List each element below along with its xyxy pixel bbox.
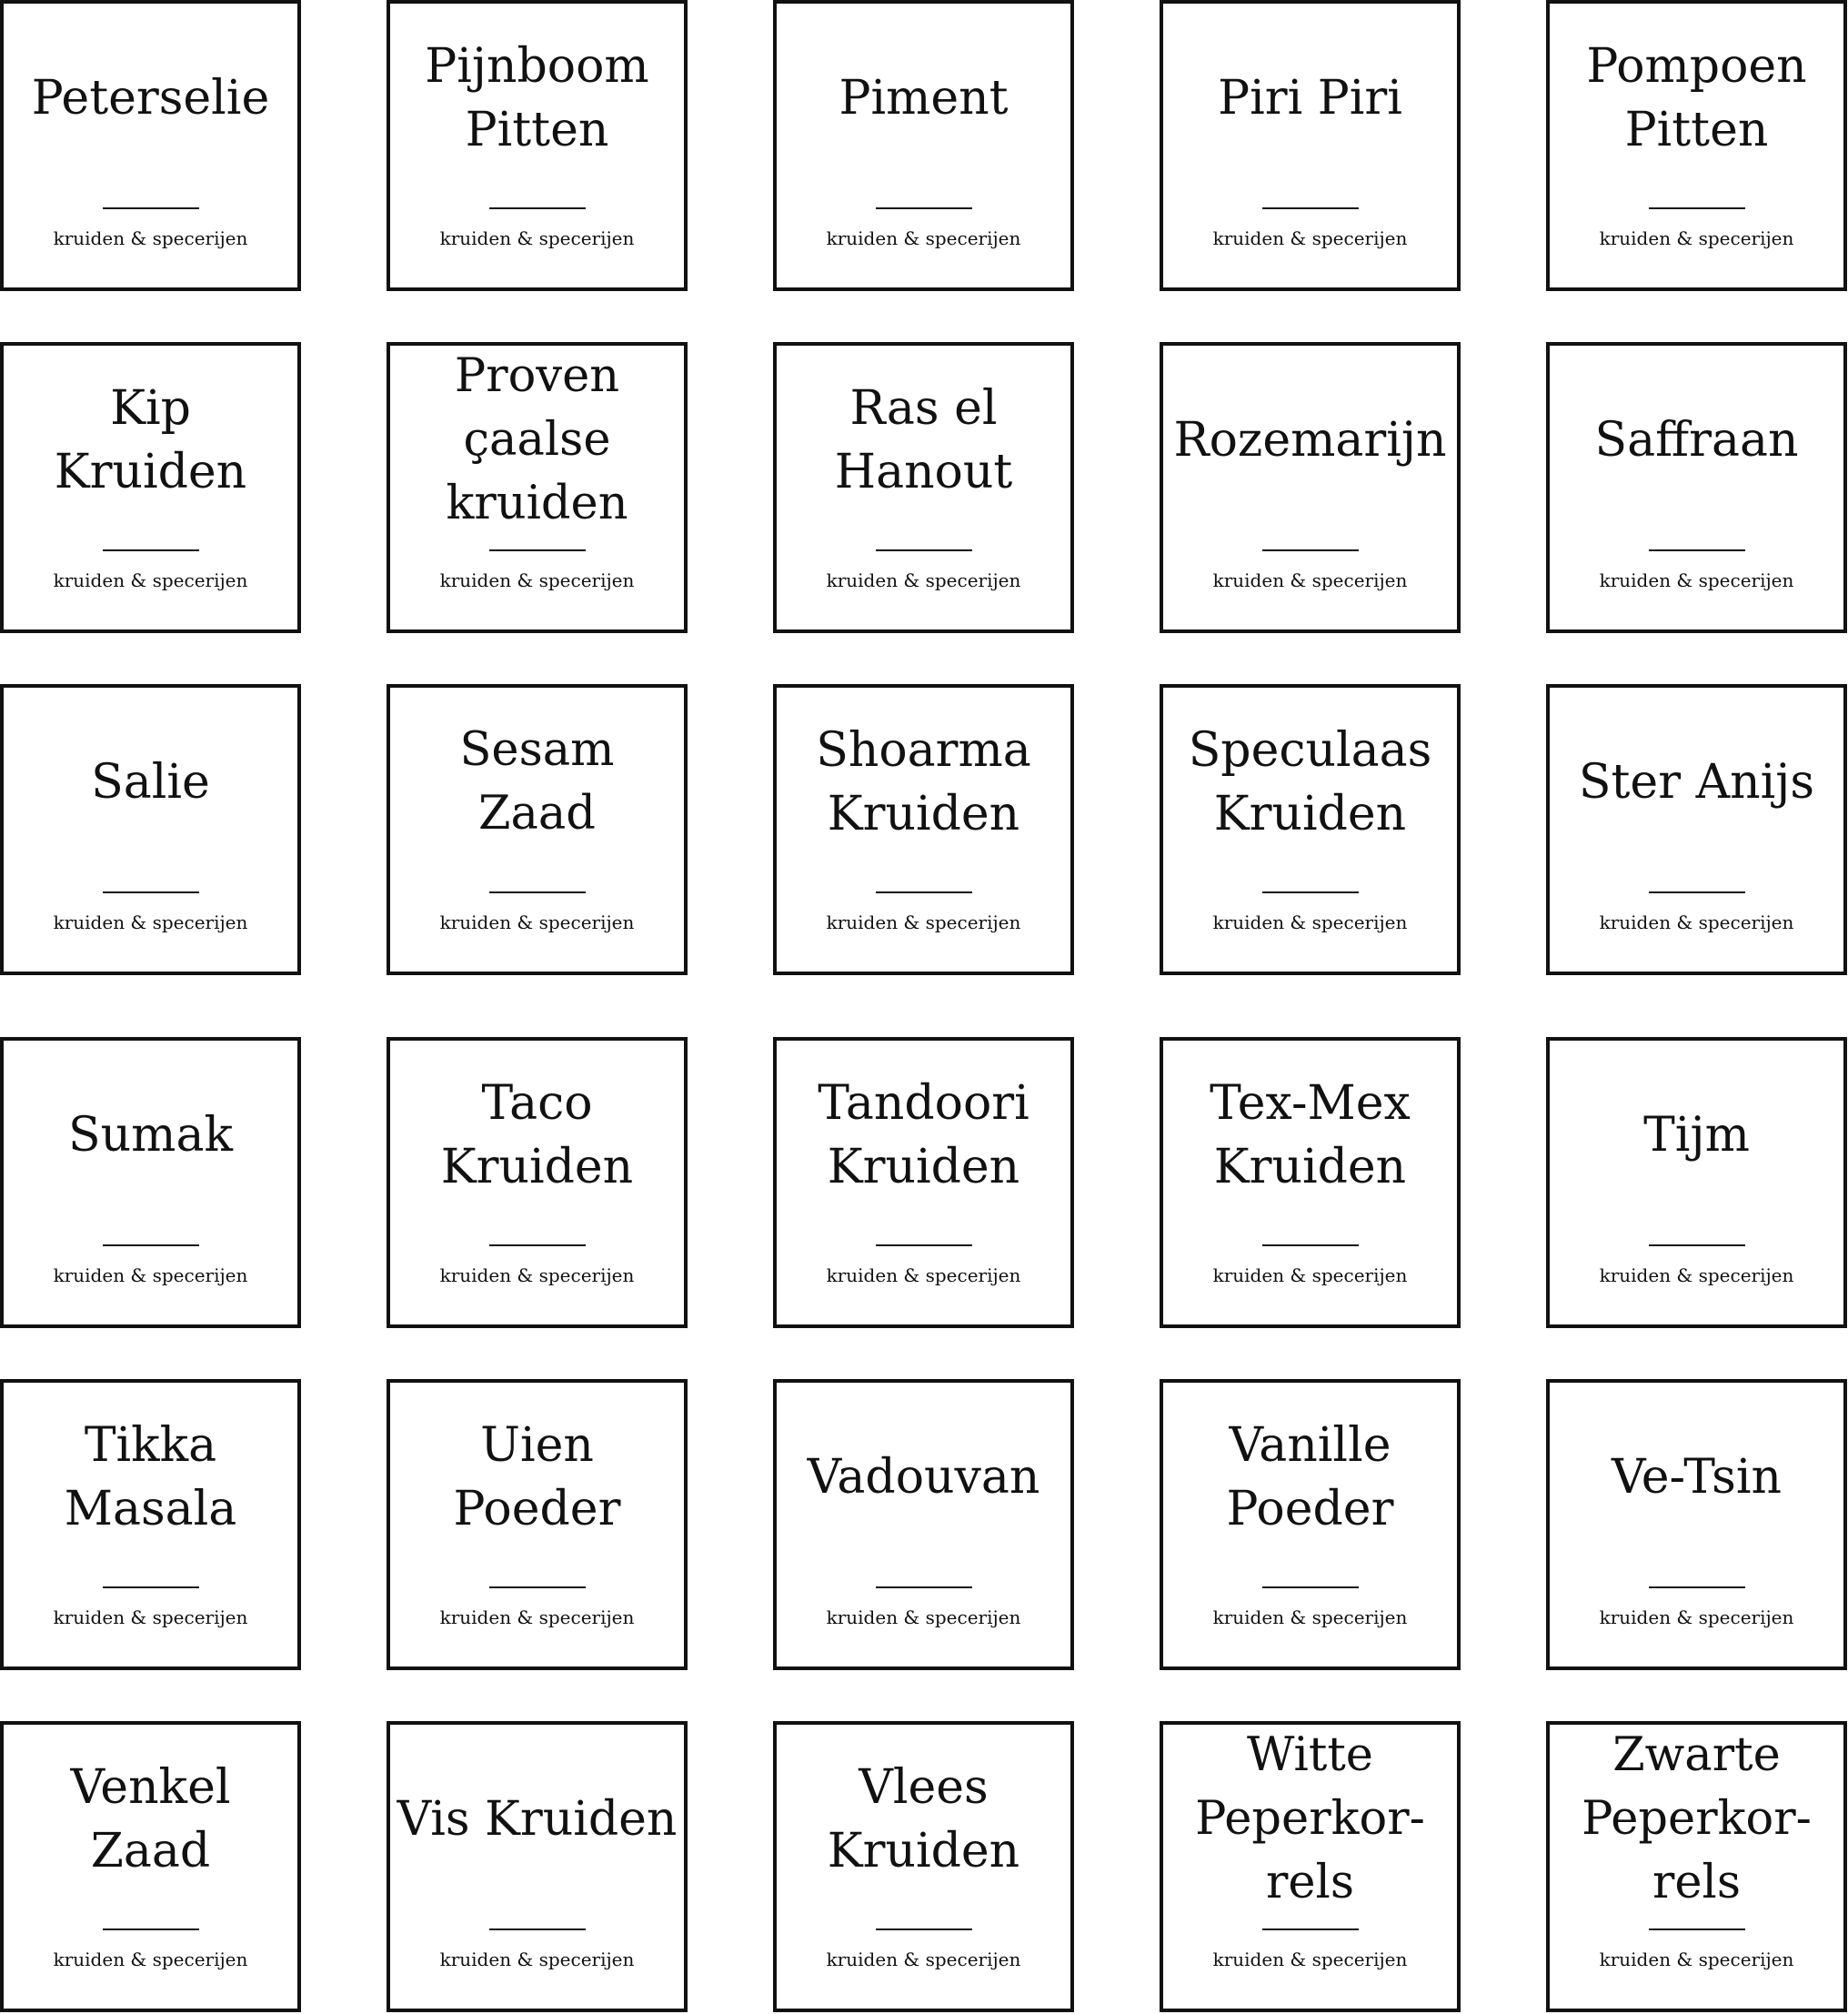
spice-label: [1546, 1037, 1847, 1328]
spice-name: Vlees Kruiden: [827, 1760, 1020, 1878]
divider-line: [876, 207, 972, 209]
label-subtitle: kruiden & specerijen: [53, 569, 248, 591]
spice-label: [387, 684, 688, 975]
divider-line: [1262, 1586, 1359, 1588]
spice-name: Rozemarijn: [1173, 413, 1447, 468]
divider-line: [1262, 891, 1359, 893]
label-subtitle: kruiden & specerijen: [53, 227, 248, 249]
divider-line: [1262, 207, 1359, 209]
divider-line: [489, 549, 586, 551]
spice-name: Proven çaalse kruiden: [446, 349, 628, 530]
spice-label: [0, 342, 301, 633]
label-subtitle: kruiden & specerijen: [439, 569, 635, 591]
label-subtitle: kruiden & specerijen: [1212, 1949, 1408, 1970]
spice-label: [387, 1037, 688, 1328]
spice-name: Tijm: [1643, 1108, 1750, 1163]
spice-label: [1160, 1379, 1461, 1670]
divider-line: [876, 1586, 972, 1588]
spice-name: Tandoori Kruiden: [818, 1076, 1029, 1194]
label-subtitle: kruiden & specerijen: [1599, 569, 1794, 591]
spice-label: [1160, 1037, 1461, 1328]
spice-name: Kip Kruiden: [54, 381, 247, 499]
label-subtitle: kruiden & specerijen: [826, 911, 1021, 933]
spice-name: Uien Poeder: [453, 1418, 621, 1536]
spice-name: Sumak: [68, 1108, 233, 1163]
divider-line: [1262, 1244, 1359, 1246]
label-subtitle: kruiden & specerijen: [1599, 911, 1794, 933]
label-subtitle: kruiden & specerijen: [826, 1949, 1021, 1970]
divider-line: [489, 1586, 586, 1588]
divider-line: [1649, 549, 1745, 551]
spice-name: Shoarma Kruiden: [816, 723, 1031, 841]
label-subtitle: kruiden & specerijen: [826, 569, 1021, 591]
spice-label: [0, 0, 301, 291]
spice-name: Zwarte Peperkor-rels: [1582, 1728, 1812, 1909]
spice-name: Sesam Zaad: [459, 723, 615, 841]
spice-label: [0, 684, 301, 975]
spice-label: [1160, 0, 1461, 291]
spice-label: [387, 342, 688, 633]
spice-name: Salie: [91, 755, 210, 810]
spice-name: Piment: [839, 71, 1009, 126]
spice-name: Piri Piri: [1218, 71, 1402, 126]
spice-name: Ras el Hanout: [834, 381, 1013, 499]
spice-label: [1546, 1721, 1847, 2012]
divider-line: [1262, 1928, 1359, 1930]
label-subtitle: kruiden & specerijen: [53, 1264, 248, 1286]
divider-line: [876, 1928, 972, 1930]
spice-name: Speculaas Kruiden: [1188, 723, 1432, 841]
spice-label: [387, 0, 688, 291]
divider-line: [1649, 1586, 1745, 1588]
label-subtitle: kruiden & specerijen: [53, 911, 248, 933]
spice-name: Pijnboom Pitten: [425, 39, 649, 157]
divider-line: [876, 549, 972, 551]
spice-label: [387, 1721, 688, 2012]
divider-line: [103, 549, 199, 551]
spice-name: Peterselie: [31, 71, 270, 126]
spice-name: Taco Kruiden: [440, 1076, 634, 1194]
divider-line: [1649, 1928, 1745, 1930]
label-subtitle: kruiden & specerijen: [439, 1606, 635, 1628]
label-subtitle: kruiden & specerijen: [1212, 569, 1408, 591]
spice-name: Ve-Tsin: [1612, 1450, 1782, 1505]
spice-label: [773, 1379, 1074, 1670]
divider-line: [489, 207, 586, 209]
spice-name: Vis Kruiden: [397, 1792, 678, 1847]
label-subtitle: kruiden & specerijen: [1212, 1264, 1408, 1286]
label-subtitle: kruiden & specerijen: [826, 1606, 1021, 1628]
spice-name: Venkel Zaad: [70, 1760, 231, 1878]
label-subtitle: kruiden & specerijen: [53, 1606, 248, 1628]
label-subtitle: kruiden & specerijen: [53, 1949, 248, 1970]
label-subtitle: kruiden & specerijen: [439, 227, 635, 249]
spice-name: Witte Peperkor-rels: [1195, 1728, 1425, 1909]
spice-label: [773, 1721, 1074, 2012]
spice-name: Tikka Masala: [64, 1418, 237, 1536]
label-subtitle: kruiden & specerijen: [826, 1264, 1021, 1286]
spice-label: [1546, 1379, 1847, 1670]
spice-label: [0, 1037, 301, 1328]
spice-label: [773, 684, 1074, 975]
divider-line: [103, 891, 199, 893]
label-subtitle: kruiden & specerijen: [1599, 1949, 1794, 1970]
divider-line: [489, 1244, 586, 1246]
divider-line: [1649, 1244, 1745, 1246]
spice-label: [1160, 684, 1461, 975]
divider-line: [103, 1244, 199, 1246]
spice-label: [387, 1379, 688, 1670]
spice-label: [0, 1721, 301, 2012]
label-subtitle: kruiden & specerijen: [1212, 1606, 1408, 1628]
spice-name: Vanille Poeder: [1226, 1418, 1394, 1536]
divider-line: [489, 1928, 586, 1930]
divider-line: [1262, 549, 1359, 551]
spice-name: Ster Anijs: [1578, 755, 1815, 810]
divider-line: [103, 1586, 199, 1588]
label-subtitle: kruiden & specerijen: [1599, 227, 1794, 249]
divider-line: [489, 891, 586, 893]
divider-line: [1649, 891, 1745, 893]
divider-line: [876, 1244, 972, 1246]
spice-label: [1546, 342, 1847, 633]
label-subtitle: kruiden & specerijen: [439, 1264, 635, 1286]
spice-name: Saffraan: [1594, 413, 1799, 468]
label-subtitle: kruiden & specerijen: [439, 911, 635, 933]
divider-line: [1649, 207, 1745, 209]
spice-label: [773, 1037, 1074, 1328]
label-subtitle: kruiden & specerijen: [1212, 227, 1408, 249]
label-subtitle: kruiden & specerijen: [439, 1949, 635, 1970]
spice-label: [773, 342, 1074, 633]
spice-name: Pompoen Pitten: [1586, 39, 1807, 157]
divider-line: [876, 891, 972, 893]
divider-line: [103, 207, 199, 209]
spice-label: [773, 0, 1074, 291]
label-subtitle: kruiden & specerijen: [1599, 1606, 1794, 1628]
spice-label: [1546, 0, 1847, 291]
spice-label: [0, 1379, 301, 1670]
divider-line: [103, 1928, 199, 1930]
label-subtitle: kruiden & specerijen: [826, 227, 1021, 249]
spice-label: [1546, 684, 1847, 975]
spice-label: [1160, 1721, 1461, 2012]
spice-label: [1160, 342, 1461, 633]
label-subtitle: kruiden & specerijen: [1212, 911, 1408, 933]
spice-name: Vadouvan: [807, 1450, 1040, 1505]
spice-name: Tex-Mex Kruiden: [1210, 1076, 1411, 1194]
label-subtitle: kruiden & specerijen: [1599, 1264, 1794, 1286]
